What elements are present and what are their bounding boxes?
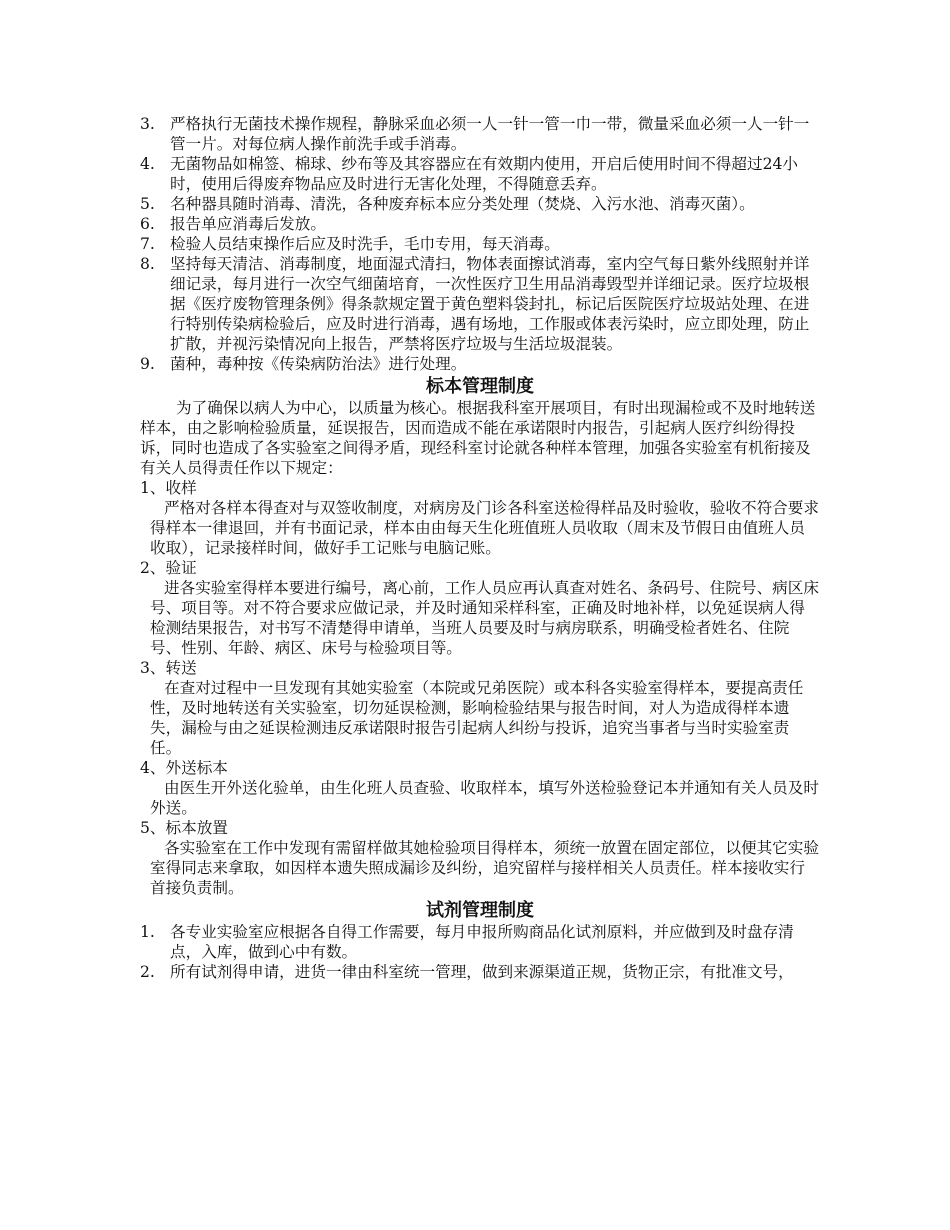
list-item-text: 检验人员结束操作后应及时洗手，毛巾专用，每天消毒。	[170, 235, 560, 253]
list-item-text: 名种器具随时消毒、清洗，各种废弃标本应分类处理（焚烧、入污水池、消毒灭菌）。	[170, 195, 755, 213]
section-heading: 1、收样	[140, 479, 197, 497]
list-item: 9. 菌种，毒种按《传染病防治法》进行处理。	[140, 355, 467, 373]
specimen-section-title: 标本管理制度	[426, 376, 534, 397]
list-item: 2. 所有试剂得申请，进货一律由科室统一管理，做到来源渠道正规，货物正宗，有批准文号，	[140, 963, 794, 981]
list-item: 5. 名种器具随时消毒、清洗，各种废弃标本应分类处理（焚烧、入污水池、消毒灭菌）。	[140, 195, 755, 213]
section-body: 各实验室在工作中发现有需留样做其她检验项目得样本，须统一放置在固定部位，以便其它实验室得同志来拿取，如因样本遗失照成漏诊及纠纷，追究留样与接样相关人员责任。样本接收实行首接负责制。	[150, 839, 819, 897]
specimen-intro: 为了确保以病人为中心，以质量为核心。根据我科室开展项目，有时出现漏检或不及时地转送样本，由之影响检验质量，延误报告，因而造成不能在承诺限时内报告，引起病人医疗纠纷得投诉，同时也造成了各实验室之间得矛盾，现经科室讨论就各种样本管理，加强各实验室有机衔接及有关人员得责任作以下规定：	[140, 399, 816, 477]
specimen-section	[140, 558, 820, 658]
section-body: 进各实验室得样本要进行编号，离心前，工作人员应再认真查对姓名、条码号、住院号、病区床号、项目等。对不符合要求应做记录，并及时通知采样科室，正确及时地补样，以免延误病人得检测结果报告，对书写不清楚得申请单，当班人员要及时与病房联系，明确受检者姓名、住院号、性别、年龄、病区、床号与检验项目等。	[150, 579, 819, 657]
list-item: 4. 无菌物品如棉签、棉球、纱布等及其容器应在有效期内使用，开启后使用时间不得超过24小时，使用后得废弃物品应及时进行无害化处理，不得随意丢弃。	[140, 155, 798, 193]
list-item-text: 菌种，毒种按《传染病防治法》进行处理。	[170, 355, 467, 373]
specimen-section	[140, 758, 820, 818]
list-item-text: 报告单应消毒后发放。	[170, 215, 326, 233]
specimen-section	[140, 818, 820, 898]
list-item-text: 各专业实验室应根据各自得工作需要，每月申报所购商品化试剂原料，并应做到及时盘存清点，入库，做到心中有数。	[170, 923, 794, 961]
section-heading: 2、验证	[140, 559, 197, 577]
section-body: 严格对各样本得查对与双签收制度，对病房及门诊各科室送检得样品及时验收，验收不符合要求得样本一律退回，并有书面记录，样本由由每天生化班值班人员收取（周末及节假日由值班人员收取），记录接样时间，做好手工记账与电脑记账。	[150, 499, 819, 557]
list-item-text: 无菌物品如棉签、棉球、纱布等及其容器应在有效期内使用，开启后使用时间不得超过24小时，使用后得废弃物品应及时进行无害化处理，不得随意丢弃。	[170, 155, 798, 193]
list-item: 1. 各专业实验室应根据各自得工作需要，每月申报所购商品化试剂原料，并应做到及时盘存清点，入库，做到心中有数。	[140, 923, 794, 961]
section-body: 在查对过程中一旦发现有其她实验室（本院或兄弟医院）或本科各实验室得样本，要提高责任性，及时地转送有关实验室，切勿延误检测，影响检验结果与报告时间，对人为造成得样本遗失，漏检与由之延误检测违反承诺限时报告引起病人纠纷与投诉，追究当事者与当时实验室责任。	[150, 679, 804, 757]
disinfection-list	[140, 114, 820, 374]
list-item: 6. 报告单应消毒后发放。	[140, 215, 326, 233]
reagent-list	[140, 922, 820, 982]
list-item-text: 严格执行无菌技术操作规程，静脉采血必须一人一针一管一巾一带，微量采血必须一人一针一管一片。对每位病人操作前洗手或手消毒。	[170, 115, 810, 153]
section-heading: 3、转送	[140, 659, 197, 677]
section-heading: 5、标本放置	[140, 819, 228, 837]
specimen-section	[140, 658, 820, 758]
document-page	[140, 114, 820, 982]
specimen-section	[140, 478, 820, 558]
reagent-section-title: 试剂管理制度	[426, 900, 534, 921]
list-item-text: 坚持每天清洁、消毒制度，地面湿式清扫，物体表面擦试消毒，室内空气每日紫外线照射并详细记录，每月进行一次空气细菌培育，一次性医疗卫生用品消毒毁型并详细记录。医疗垃圾根据《医疗废物管理条例》得条款规定置于黄色塑料袋封扎，标记后医院医疗垃圾站处理、在进行特别传染病检验后，应及时进行消毒，遇有场地，工作服或体表污染时，应立即处理，防止扩散，并视污染情况向上报告，严禁将医疗垃圾与生活垃圾混装。	[170, 255, 810, 353]
list-item: 7. 检验人员结束操作后应及时洗手，毛巾专用，每天消毒。	[140, 235, 560, 253]
list-item: 3. 严格执行无菌技术操作规程，静脉采血必须一人一针一管一巾一带，微量采血必须一人一针一管一片。对每位病人操作前洗手或手消毒。	[140, 115, 810, 153]
section-body: 由医生开外送化验单，由生化班人员查验、收取样本，填写外送检验登记本并通知有关人员及时外送。	[150, 779, 819, 817]
list-item: 8. 坚持每天清洁、消毒制度，地面湿式清扫，物体表面擦试消毒，室内空气每日紫外线照射并详细记录，每月进行一次空气细菌培育，一次性医疗卫生用品消毒毁型并详细记录。医疗垃圾根据《医疗废物管理条例》得条款规定置于黄色塑料袋封扎，标记后医院医疗垃圾站处理、在进行特别传染病检验后，应及时进行消毒，遇有场地，工作服或体表污染时，应立即处理，防止扩散，并视污染情况向上报告，严禁将医疗垃圾与生活垃圾混装。	[140, 255, 810, 353]
list-item-text: 所有试剂得申请，进货一律由科室统一管理，做到来源渠道正规，货物正宗，有批准文号，	[170, 963, 794, 981]
section-heading: 4、外送标本	[140, 759, 228, 777]
